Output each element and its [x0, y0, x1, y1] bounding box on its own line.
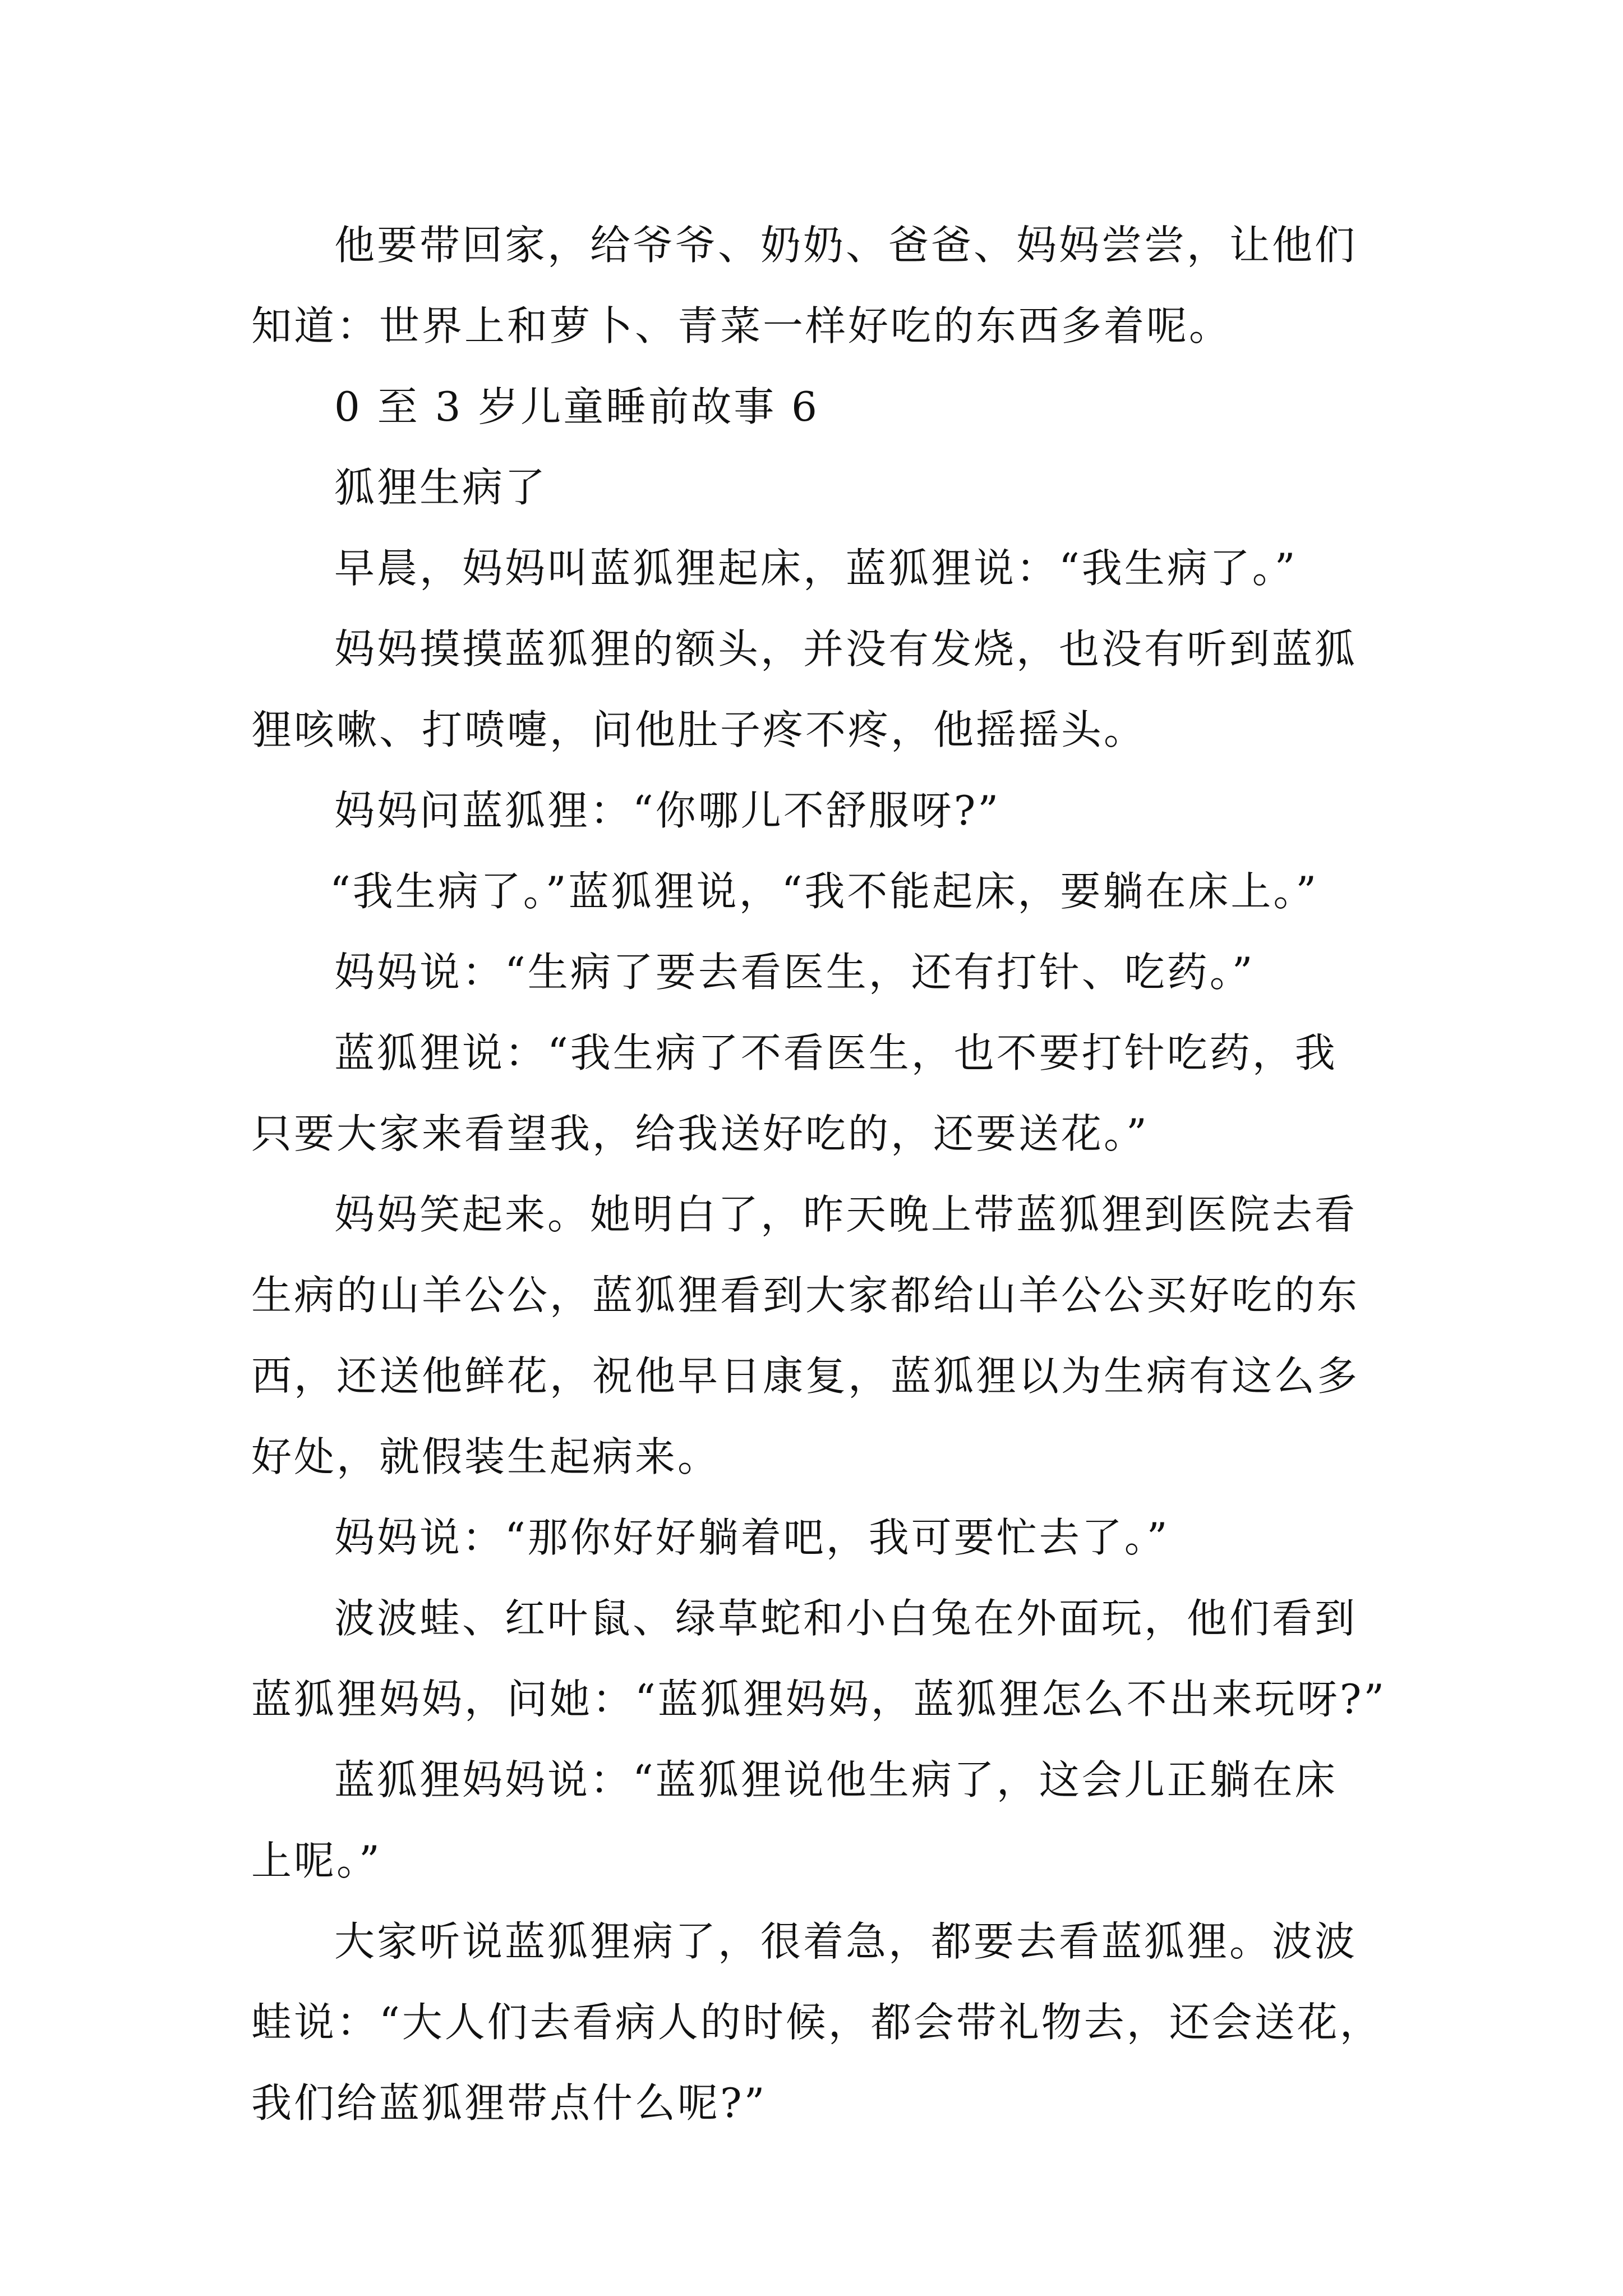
text-line: 波波蛙、红叶鼠、绿草蛇和小白兔在外面玩，他们看到 — [334, 1595, 1358, 1642]
text-line: 妈妈说：“那你好好躺着吧，我可要忙去了。” — [334, 1514, 1170, 1561]
text-line: 大家听说蓝狐狸病了，很着急，都要去看蓝狐狸。波波 — [334, 1918, 1358, 1965]
text-line: 只要大家来看望我，给我送好吃的，还要送花。” — [251, 1110, 1149, 1157]
story-title: 狐狸生病了 — [334, 464, 548, 511]
text-line: 妈妈笑起来。她明白了，昨天晚上带蓝狐狸到医院去看 — [334, 1191, 1358, 1238]
text-line: “我生病了。”蓝狐狸说，“我不能起床，要躺在床上。” — [330, 868, 1319, 915]
story-text — [251, 205, 1387, 2143]
text-line: 妈妈问蓝狐狸：“你哪儿不舒服呀?” — [334, 787, 1001, 834]
text-line: 生病的山羊公公，蓝狐狸看到大家都给山羊公公买好吃的东 — [251, 1272, 1360, 1319]
text-line: 我们给蓝狐狸带点什么呢?” — [251, 2079, 767, 2127]
text-line: 蛙说：“大人们去看病人的时候，都会带礼物去，还会送花， — [251, 1999, 1382, 2046]
text-line: 他要带回家，给爷爷、奶奶、爸爸、妈妈尝尝，让他们 — [334, 222, 1358, 269]
text-line: 狸咳嗽、打喷嚏，问他肚子疼不疼，他摇摇头。 — [251, 706, 1147, 753]
text-line: 早晨，妈妈叫蓝狐狸起床，蓝狐狸说：“我生病了。” — [334, 545, 1298, 592]
text-line: 蓝狐狸妈妈说：“蓝狐狸说他生病了，这会儿正躺在床 — [334, 1756, 1338, 1803]
text-line: 西，还送他鲜花，祝他早日康复，蓝狐狸以为生病有这么多 — [251, 1352, 1360, 1400]
text-line: 蓝狐狸说：“我生病了不看医生，也不要打针吃药，我 — [334, 1029, 1338, 1076]
text-line: 妈妈摸摸蓝狐狸的额头，并没有发烧，也没有听到蓝狐 — [334, 625, 1358, 673]
text-line: 知道：世界上和萝卜、青菜一样好吃的东西多着呢。 — [251, 302, 1232, 349]
section-heading: 0 至 3 岁儿童睡前故事 6 — [334, 383, 819, 430]
text-line: 蓝狐狸妈妈，问她：“蓝狐狸妈妈，蓝狐狸怎么不出来玩呀?” — [251, 1676, 1387, 1723]
text-line: 上呢。” — [251, 1837, 382, 1884]
text-line: 好处，就假装生起病来。 — [251, 1433, 721, 1480]
text-line: 妈妈说：“生病了要去看医生，还有打针、吃药。” — [334, 949, 1255, 996]
